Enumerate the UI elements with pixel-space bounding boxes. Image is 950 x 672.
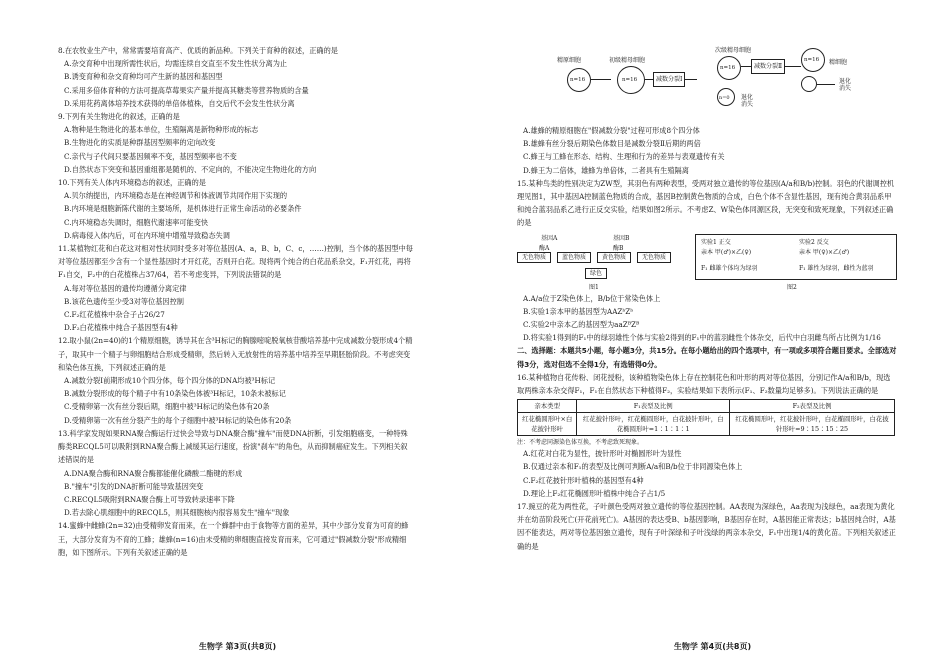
table-header-parent: 亲本类型 [518, 400, 577, 413]
answer-option: B.仅通过亲本和F₁的表型及比例可判断A/a和B/b位于非同源染色体上 [523, 462, 743, 472]
gene-b-label: 基因B [613, 234, 630, 242]
sperm-label: 精细胞 [829, 59, 848, 66]
exp1-title: 实验1 正交 [701, 238, 731, 246]
arrow-4 [817, 84, 835, 85]
answer-option: A.A/a位于Z染色体上，B/b位于常染色体上 [523, 293, 661, 303]
question-stem: 14.蜜蜂中雌蜂(2n=32)由受精卵发育而来，在一个蜂群中由于食物等方面的差异，其中少部分发育为可育的蜂王，大部分发育为不育的工蜂；雄蜂(n=16)由未受精的卵细胞直接发育而来，它可通过"假减数分裂"形成精细胞，如下图所示。下列有关叙述正确的是 [58, 521, 409, 557]
answer-option: B.内环境是细胞新陈代谢的主要场所，是机体进行正常生命活动的必要条件 [64, 204, 302, 214]
q16-table [517, 399, 895, 436]
exp1-parent: 亲本 甲(♂)×乙(♀) [701, 248, 752, 256]
answer-option: A.红花对白花为显性，披针形叶对椭圆形叶为显性 [523, 449, 682, 459]
secondary-label: 次级精母细胞 [715, 47, 752, 54]
arrow-1 [591, 79, 611, 80]
exp2-f1: F₁ 雄性为绿羽，雌性为蓝羽 [799, 264, 874, 272]
n0-label: n=0 [719, 95, 730, 101]
answer-option: C.F₂红花披针形叶植株的基因型有4种 [523, 475, 644, 485]
meiosis1-label: 减数分裂Ⅰ [653, 72, 685, 87]
answer-option: D.F₂白花植株中纯合子基因型有4种 [64, 323, 178, 333]
table-header-f1: F₁表型及比例 [577, 400, 730, 413]
question-stem: 8.在农牧业生产中，常常需要培育高产、优质的新品种。下列关于育种的叙述，正确的是 [58, 46, 338, 55]
meiosis2-label: 减数分裂Ⅱ [751, 59, 785, 74]
question-stem: 11.某植物红花和白花这对相对性状同时受多对等位基因(A、a，B、b，C、c，……)控制，当个体的基因型中每对等位基因都至少含有一个显性基因时才开红花，否则开白花。现将两个纯合的白花品系杂交，F₁开红花，再将F₁自交，F₂中的白花植株占37/64，若不考虑变异，下列说法错误的是 [58, 244, 413, 280]
table-cell-f1: 红花披针形叶，红花椭圆形叶，白花披针形叶，白花椭圆形叶=1∶1∶1∶1 [577, 413, 730, 436]
answer-option: D.蜂王为二倍体，雄蜂为单倍体，二者具有生殖隔离 [523, 165, 689, 175]
left-column [58, 44, 413, 559]
page-footer-right: 生物学 第4页(共8页) [673, 642, 752, 651]
answer-option: D.若去除心肌细胞中的RECQL5，则其细胞核内很容易发生"撞车"现象 [64, 508, 290, 518]
answer-option: B.实验1亲本甲的基因型为AAZᵇZᵇ [523, 306, 634, 316]
answer-option: C.受精卵第一次有丝分裂后期，细胞中被³H标记的染色体有20条 [64, 402, 270, 412]
answer-option: B.该花色遗传至少受3对等位基因控制 [64, 296, 184, 306]
answer-option: A.DNA聚合酶和RNA聚合酶都能催化磷酸二酯键的形成 [64, 468, 243, 478]
answer-option: C.亲代与子代间只要基因频率不变，基因型频率也不变 [64, 151, 237, 161]
right-lines-b [517, 292, 897, 398]
answer-option: C.RECQL5吸附到RNA聚合酶上可导致转录速率下降 [64, 494, 235, 504]
degenerate-cell-2 [801, 76, 817, 92]
answer-option: B.生物进化的实质是种群基因型频率的定向改变 [64, 138, 216, 148]
answer-option: B.减数分裂形成的每个精子中有10条染色体被³H标记，10条未被标记 [64, 389, 286, 399]
answer-option: A.物种是生物进化的基本单位，生殖隔离是新物种形成的标志 [64, 125, 259, 135]
plumage-figure [517, 232, 897, 290]
primary-label: 初级精母细胞 [609, 57, 646, 64]
green-result: 绿色 [585, 268, 607, 279]
yellow-substance: 黄色物质 [597, 252, 631, 263]
section-heading: 二、选择题：本题共5小题，每小题3分，共15分。在每小题给出的四个选项中，有一项或多项符合题目要求。全部选对得3分，选对但选不全得1分，有选错得0分。 [517, 346, 897, 369]
table-cell-f2: 红花椭圆形叶，红花披针形叶，白花椭圆形叶，白花披针形叶=9∶15∶15∶25 [730, 413, 895, 436]
answer-option: C.实验2中亲本乙的基因型为aaZᴮZᴮ [523, 320, 640, 330]
fig1-caption: 图1 [589, 283, 599, 291]
table-cell-parent: 红花椭圆形叶×白花披针形叶 [518, 413, 577, 436]
blue-substance: 蓝色物质 [557, 252, 591, 263]
right-lines-a [517, 124, 897, 230]
exp2-title: 实验2 反交 [799, 238, 829, 246]
right-column [517, 44, 897, 553]
page-footer-left: 生物学 第3页(共8页) [198, 642, 277, 651]
enzyme-a-label: 酶A [539, 244, 550, 252]
answer-option: D.病毒侵入体内后，可在内环境中增殖导致稳态失调 [64, 230, 230, 240]
answer-option: C.采用多倍体育种的方法可提高草莓果实产量并提高其糖类等营养物质的含量 [64, 85, 309, 95]
n16-label-4: n=16 [804, 57, 820, 63]
answer-option: A.减数分裂Ⅰ前期形成10个四分体，每个四分体的DNA均被³H标记 [64, 376, 276, 386]
exp1-f1: F₁ 雌雄个体均为绿羽 [701, 264, 758, 272]
answer-option: C.蜂王与工蜂在形态、结构、生理和行为的差异与表观遗传有关 [523, 152, 725, 162]
question-stem: 17.豌豆的花为两性花，子叶颜色受两对独立遗传的等位基因控制。AA表现为深绿色，Aa表现为浅绿色，aa表现为黄化并在幼苗阶段死亡(开花前死亡)。A基因的表达受B、b基因影响，B基因存在时，A基因能正常表达；b基因纯合时，A基因不能表达，两对等位基因独立遗传，现有子叶深绿和子叶浅绿的两亲本杂交，F₁中出现1/4的黄化苗。下列相关叙述正确的是 [517, 502, 896, 551]
degenerate-label-2: 退化 消失 [839, 78, 852, 92]
answer-option: B."撞车"引发的DNA折断可能导致基因突变 [64, 481, 204, 491]
gene-a-label: 基因A [541, 234, 558, 242]
right-lines-c [517, 447, 897, 553]
white-substance-1: 无色物质 [517, 252, 551, 263]
question-stem: 10.下列有关人体内环境稳态的叙述，正确的是 [58, 178, 206, 188]
question-stem: 16.某种植物自花传粉、闭花授粉，该种植物染色体上存在控制花色和叶形的两对等位基因，分别记作A/a和B/b，现选取两株亲本杂交得F₁，F₁在自然状态下种植得F₂，实验结果如下表所示(F₁、F₂数量均足够多)。下列说法正确的是 [517, 372, 891, 396]
n16-label-2: n=16 [622, 77, 638, 83]
answer-option: C.F₂红花植株中杂合子占26/27 [64, 310, 165, 320]
answer-option: A.贝尔纳提出，内环境稳态是在神经调节和体液调节共同作用下实现的 [64, 191, 288, 201]
page-right [475, 0, 950, 672]
question-stem: 9.下列有关生物进化的叙述，正确的是 [58, 112, 180, 122]
fig2-caption: 图2 [787, 283, 797, 291]
answer-option: D.受精卵第一次有丝分裂产生的每个子细胞中被³H标记的染色体有20条 [64, 415, 292, 425]
answer-option: D.将实验1得到的F₁中的绿羽雄性个体与实验2得到的F₁中的蓝羽雌性个体杂交，后代中白羽雌鸟所占比例为1/16 [523, 333, 881, 343]
answer-option: C.内环境稳态失调时，细胞代谢速率可能变快 [64, 217, 209, 227]
answer-option: D.自然状态下突变和基因重组都是随机的、不定向的，不能决定生物进化的方向 [64, 164, 317, 174]
answer-option: A.杂交育种中出现所需性状后，均需连续自交直至不发生性状分离为止 [64, 59, 288, 69]
white-substance-2: 无色物质 [637, 252, 671, 263]
question-stem: 15.某种鸟类的性别决定为ZW型，其羽色有两种表型，受两对独立遗传的等位基因(A/a和B/b)控制。羽色的代谢调控机理见图1，其中基因A控制蓝色物质的合成，基因B控制黄色物质的合成，白色个体不含显性基因，现有纯合黄羽品系甲和纯合蓝羽品系乙进行正反交实验，结果如图2所示。不考虑Z、W染色体同源区段，无突变和致死现象，下列叙述正确的是 [517, 178, 895, 228]
answer-option: B.诱变育种和杂交育种均可产生新的基因和基因型 [64, 72, 223, 82]
answer-option: A.雄蜂的精原细胞在"假减数分裂"过程可形成8个四分体 [523, 126, 700, 135]
bee-meiosis-figure [517, 44, 897, 124]
sperm-mother-label: 精原细胞 [557, 57, 582, 64]
question-stem: 13.科学家发现如果RNA聚合酶运行过快会导致与DNA聚合酶"撞车"而使DNA折断，引发细胞癌变，一种特殊酶类RECQL5可以吸附到RNA聚合酶上减缓其运行速度，扮演"刹车"的角色，从而抑制癌症发生。下列相关叙述错误的是 [58, 428, 408, 465]
answer-option: A.每对等位基因的遗传均遵循分离定律 [64, 283, 187, 293]
table-header-f2: F₂表型及比例 [730, 400, 895, 413]
answer-option: D.采用花药离体培养技术获得的单倍体植株，自交后代不会发生性状分离 [64, 98, 295, 108]
answer-option: B.雄蜂有丝分裂后期染色体数目是减数分裂Ⅱ后期的两倍 [523, 139, 701, 149]
table-note: 注：不考虑同源染色体互换，不考虑致死现象。 [517, 439, 644, 447]
question-stem: 12.取小鼠(2n=40)的1个精原细胞，诱导其在含³H标记的胸腺嘧啶脱氧核苷酸培养基中完成减数分裂形成4个精子，取其中一个精子与卵细胞结合形成受精卵，然后转入无放射性的培养基中培养至早期胚胎阶段。不考虑突变和染色体互换，下列叙述正确的是 [58, 336, 413, 372]
degenerate-label-1: 退化 消失 [741, 94, 754, 108]
answer-option: D.理论上F₂红花椭圆形叶植株中纯合子占1/5 [523, 488, 666, 498]
n16-label-3: n=16 [720, 65, 736, 71]
exp2-parent: 亲本 甲(♀)×乙(♂) [799, 248, 850, 256]
n16-label-1: n=16 [570, 77, 586, 83]
enzyme-b-label: 酶B [613, 244, 624, 252]
